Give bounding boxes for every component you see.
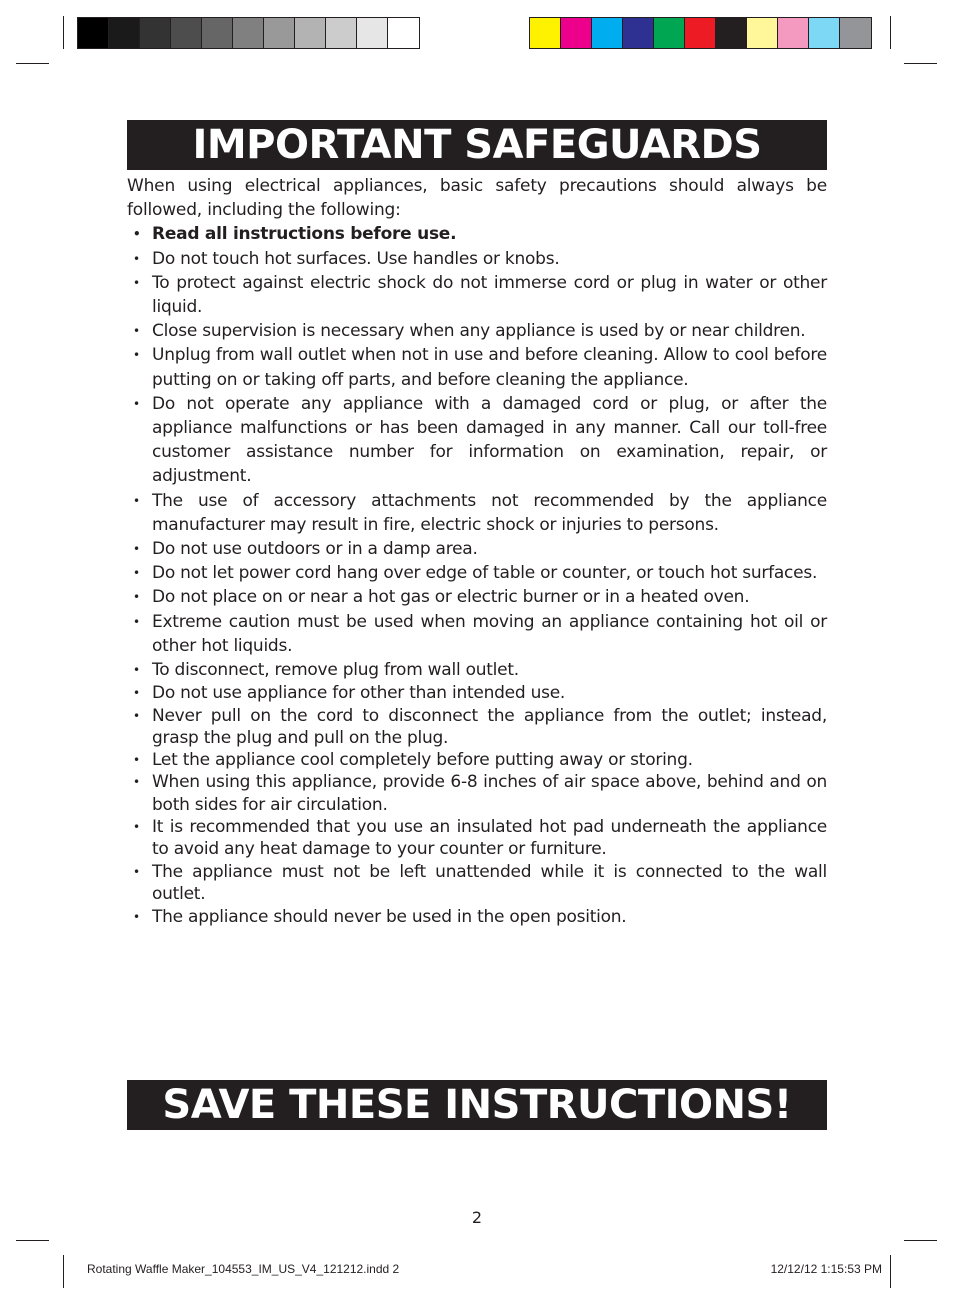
list-item: • Do not operate any appliance with a damaged cord or plug, or after the appliance malfunctions or has been damaged in any manner. Call our toll-free customer assistance number for information on examination, repair, or adjustment.: [127, 392, 827, 489]
color-swatch: [778, 18, 809, 48]
crop-mark: [904, 1240, 937, 1241]
gray-swatch: [109, 18, 140, 48]
process-color-bar: [529, 17, 872, 49]
crop-mark: [890, 1255, 891, 1288]
color-swatch: [592, 18, 623, 48]
color-swatch: [685, 18, 716, 48]
list-item: • Do not use appliance for other than intended use.: [127, 682, 827, 704]
gray-swatch: [78, 18, 109, 48]
color-swatch: [840, 18, 871, 48]
list-item: • The use of accessory attachments not recommended by the appliance manufacturer may result in fire, electric shock or injuries to persons.: [127, 489, 827, 537]
gray-swatch: [264, 18, 295, 48]
list-item: • Read all instructions before use.: [127, 222, 827, 246]
gray-swatch: [140, 18, 171, 48]
gray-swatch: [171, 18, 202, 48]
list-item: • Do not place on or near a hot gas or electric burner or in a heated oven.: [127, 585, 827, 609]
slug-timestamp: 12/12/12 1:15:53 PM: [770, 1262, 882, 1276]
list-item: • To disconnect, remove plug from wall outlet.: [127, 658, 827, 682]
color-swatch: [747, 18, 778, 48]
list-item: • Close supervision is necessary when any appliance is used by or near children.: [127, 319, 827, 343]
list-item: • Do not use outdoors or in a damp area.: [127, 537, 827, 561]
gray-swatch: [233, 18, 264, 48]
color-swatch: [561, 18, 592, 48]
page-number: 2: [471, 1208, 483, 1227]
list-item: • Never pull on the cord to disconnect the appliance from the outlet; instead, grasp the plug and pull on the plug.: [127, 705, 827, 750]
page-title: IMPORTANT SAFEGUARDS: [127, 120, 827, 170]
list-item: • The appliance should never be used in the open position.: [127, 905, 827, 929]
gray-swatch: [388, 18, 419, 48]
list-item: • Let the appliance cool completely before putting away or storing.: [127, 749, 827, 771]
list-item: • Do not let power cord hang over edge of table or counter, or touch hot surfaces.: [127, 561, 827, 585]
list-item: • Unplug from wall outlet when not in use and before cleaning. Allow to cool before putting on or taking off parts, and before cleaning the appliance.: [127, 343, 827, 391]
color-swatch: [809, 18, 840, 48]
list-item: • The appliance must not be left unattended while it is connected to the wall outlet.: [127, 861, 827, 906]
list-item: • To protect against electric shock do not immerse cord or plug in water or other liquid.: [127, 271, 827, 319]
gray-swatch: [202, 18, 233, 48]
gray-swatch: [326, 18, 357, 48]
slug-filename: Rotating Waffle Maker_104553_IM_US_V4_121212.indd 2: [87, 1262, 400, 1276]
list-item: • It is recommended that you use an insulated hot pad underneath the appliance to avoid any heat damage to your counter or furniture.: [127, 816, 827, 861]
crop-mark: [63, 16, 64, 49]
list-item: • Extreme caution must be used when moving an appliance containing hot oil or other hot liquids.: [127, 610, 827, 658]
safeguards-section: [127, 174, 827, 929]
crop-mark: [16, 63, 49, 64]
safeguards-list: [127, 222, 827, 929]
crop-mark: [904, 63, 937, 64]
grayscale-color-bar: [77, 17, 420, 49]
color-swatch: [654, 18, 685, 48]
crop-mark: [890, 16, 891, 49]
crop-mark: [63, 1255, 64, 1288]
crop-mark: [16, 1240, 49, 1241]
list-item: • When using this appliance, provide 6-8 inches of air space above, behind and on both sides for air circulation.: [127, 771, 827, 816]
intro-paragraph: When using electrical appliances, basic safety precautions should always be followed, including the following:: [127, 176, 827, 221]
color-swatch: [716, 18, 747, 48]
color-swatch: [530, 18, 561, 48]
gray-swatch: [295, 18, 326, 48]
list-item: • Do not touch hot surfaces. Use handles or knobs.: [127, 247, 827, 271]
gray-swatch: [357, 18, 388, 48]
save-instructions-banner: SAVE THESE INSTRUCTIONS!: [127, 1080, 827, 1130]
color-swatch: [623, 18, 654, 48]
